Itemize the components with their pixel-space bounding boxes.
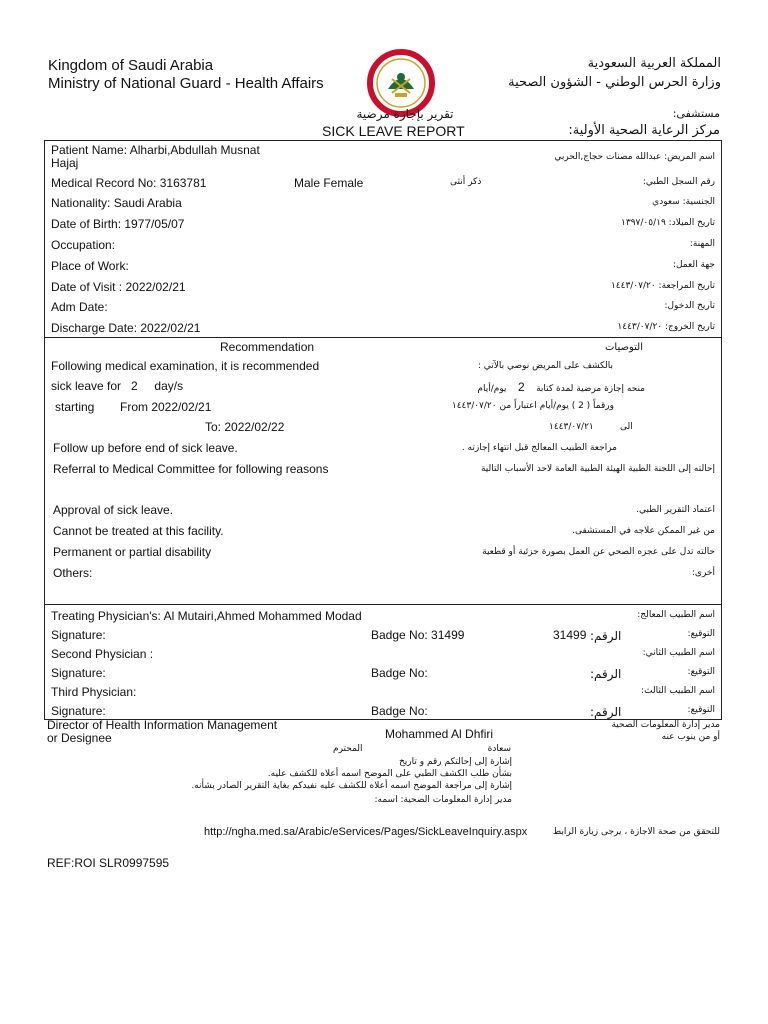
dob-row — [45, 213, 721, 234]
badge-2: Badge No: — [371, 666, 428, 680]
signature-1-row — [45, 624, 721, 645]
gender-ar: ذكر أنثى — [450, 177, 482, 187]
leave-from-date-ar: ورقماً ( 2 ) يوم/أيام اعتباراً من ١٤٤٣/٠٧/٢٠ — [451, 401, 614, 411]
title-ar: تقرير بإجازة مرضية — [356, 107, 454, 121]
director-name: Mohammed Al Dhfiri — [385, 727, 494, 741]
gender-en: Male Female — [294, 176, 364, 190]
sick-leave-duration: sick leave for 2 day/s — [51, 379, 184, 393]
director-title: Director of Health Information Management or Designee — [47, 718, 278, 745]
third-physician: Third Physician: — [51, 685, 137, 699]
signature-3: Signature: — [51, 704, 106, 718]
patient-name — [51, 144, 260, 170]
letter-saada: سعادة — [487, 744, 511, 754]
hospital-label-ar: مستشفى: — [672, 107, 720, 120]
treating-physician-ar: اسم الطبيب المعالج: — [637, 610, 715, 620]
header-ministry-ar: وزارة الحرس الوطني - الشؤون الصحية — [508, 75, 721, 90]
reference-number: REF:ROI SLR0997595 — [47, 856, 170, 870]
nationality-ar: الجنسية: سعودي — [652, 197, 715, 207]
signature-1: Signature: — [51, 628, 106, 642]
third-physician-row — [45, 681, 721, 702]
place-of-work-row — [45, 255, 721, 276]
second-physician-row — [45, 643, 721, 664]
patient-name-label: Patient Name: — [51, 143, 128, 157]
second-physician-ar: اسم الطبيب الثاني: — [642, 648, 715, 658]
place-of-work-ar: جهة العمل: — [672, 260, 715, 270]
mrn-row — [45, 172, 721, 193]
recommendation-title-ar: التوصيات — [605, 342, 643, 353]
badge-1-label-ar: الرقم: — [590, 629, 622, 643]
verify-url-link[interactable]: http://ngha.med.sa/Arabic/eServices/Pages/SickLeaveInquiry.aspx — [204, 826, 528, 838]
signature-2-ar: التوقيع: — [687, 667, 715, 677]
letter-respected: المحترم — [333, 744, 363, 754]
treating-physician-row — [45, 605, 721, 626]
discharge-date: Discharge Date: 2022/02/21 — [51, 321, 201, 335]
third-physician-ar: اسم الطبيب الثالث: — [641, 686, 715, 696]
visit-row — [45, 276, 721, 297]
date-of-visit: Date of Visit : 2022/02/21 — [51, 280, 186, 294]
sick-leave-duration-ar: منحه إجازة مرضية لمدة كتابة 2 يوم/أيام — [477, 380, 645, 394]
director-title-ar: مدير إدارة المعلومات الصحية أو من ينوب عنه — [611, 720, 720, 742]
letter-line-4: مدير إدارة المعلومات الصحية: اسمه: — [374, 795, 512, 805]
recommendation-title: Recommendation — [220, 340, 315, 354]
header-kingdom-en: Kingdom of Saudi Arabia — [48, 57, 214, 74]
occupation-ar: المهنة: — [689, 239, 715, 249]
adm-date-ar: تاريخ الدخول: — [664, 301, 715, 311]
signature-2-row — [45, 662, 721, 683]
leave-from-date: From 2022/02/21 — [120, 400, 212, 414]
patient-name-ar: اسم المريض: عبدالله مصنات حجاج,الحربي — [554, 152, 715, 162]
starting-label: starting — [55, 400, 95, 414]
days-value: 2 — [131, 379, 138, 393]
badge-1-ar-value: 31499 — [553, 628, 587, 642]
date-of-visit-ar: تاريخ المراجعة: ١٤٤٣/٠٧/٢٠ — [610, 281, 715, 291]
cannot-treat: Cannot be treated at this facility. — [53, 524, 224, 538]
approval-ar: اعتماد التقرير الطبي. — [636, 505, 715, 515]
second-physician: Second Physician : — [51, 647, 154, 661]
recommendation-section — [44, 337, 722, 605]
follow-up-ar: مراجعة الطبيب المعالج قبل انتهاء إجازته . — [461, 443, 617, 453]
occupation-row — [45, 234, 721, 255]
report-title: SICK LEAVE REPORT — [322, 123, 465, 139]
badge-1: Badge No: 31499 — [371, 628, 465, 642]
recommendation-intro: Following medical examination, it is recommended — [51, 359, 320, 373]
date-of-birth-ar: تاريخ الميلاد: ١٣٩٧/٠٥/١٩ — [621, 218, 715, 228]
nationality: Nationality: Saudi Arabia — [51, 196, 182, 210]
others-ar: أخرى: — [691, 568, 715, 578]
header-ministry-en: Ministry of National Guard - Health Affairs — [48, 75, 324, 92]
letter-line-3: إشارة إلى مراجعة الموضح اسمه أعلاه للكشف عليه نفيدكم بغاية التقرير الصادر بشأنه. — [191, 781, 512, 791]
patient-name-value: Alharbi,Abdullah Musnat — [129, 143, 260, 157]
signature-2: Signature: — [51, 666, 106, 680]
verify-instructions-ar: للتحقق من صحة الاجازة ، يرجى زيارة الرابط — [552, 827, 720, 837]
others: Others: — [53, 566, 93, 580]
disability-ar: حالته تدل على عجزه الصحي عن العمل بصورة جزئية أو قطعية — [482, 547, 715, 557]
treating-physician: Treating Physician's: Al Mutairi,Ahmed Mohammed Modad — [51, 609, 362, 623]
badge-3: Badge No: — [371, 704, 428, 718]
nationality-row — [45, 192, 721, 213]
leave-to-date-ar-value: ١٤٤٣/٠٧/٢١ — [549, 422, 594, 432]
signature-3-ar: التوقيع: — [687, 705, 715, 715]
letter-line-1: إشارة إلى إحالتكم رقم و تاريخ — [398, 757, 512, 767]
leave-to-label-ar: الى — [620, 422, 633, 432]
approval: Approval of sick leave. — [53, 503, 174, 517]
adm-date-row — [45, 296, 721, 317]
signature-1-ar: التوقيع: — [687, 629, 715, 639]
occupation: Occupation: — [51, 238, 116, 252]
patient-name-value-2: Hajaj — [51, 156, 79, 170]
recommendation-intro-ar: بالكشف على المريض نوصي بالآتي : — [477, 361, 613, 371]
letter-line-2: بشأن طلب الكشف الطبي على الموضح اسمه أعلاه للكشف عليه. — [267, 769, 512, 779]
leave-to-date: To: 2022/02/22 — [205, 420, 285, 434]
physicians-section — [44, 604, 722, 720]
patient-info-section — [44, 140, 722, 338]
badge-3-label-ar: الرقم: — [590, 705, 622, 719]
badge-2-label-ar: الرقم: — [590, 667, 622, 681]
discharge-row — [45, 317, 721, 338]
referral: Referral to Medical Committee for following reasons — [53, 462, 329, 476]
place-of-work: Place of Work: — [51, 259, 129, 273]
header-kingdom-ar: المملكة العربية السعودية — [587, 56, 721, 71]
cannot-treat-ar: من غير الممكن علاجه في المستشفى. — [572, 526, 715, 536]
date-of-birth: Date of Birth: 1977/05/07 — [51, 217, 185, 231]
phc-center-label-ar: مركز الرعاية الصحية الأولية: — [568, 123, 720, 138]
follow-up: Follow up before end of sick leave. — [53, 441, 238, 455]
adm-date: Adm Date: — [51, 300, 108, 314]
disability: Permanent or partial disability — [53, 545, 212, 559]
discharge-date-ar: تاريخ الخروج: ١٤٤٣/٠٧/٢٠ — [617, 322, 715, 332]
referral-ar: إحالته إلى اللجنة الطبية الهيئة الطبية العامة لاحد الأسباب التالية — [480, 464, 715, 474]
mrn-label-ar: رقم السجل الطبي: — [642, 177, 715, 187]
mrn: Medical Record No: 3163781 — [51, 176, 207, 190]
